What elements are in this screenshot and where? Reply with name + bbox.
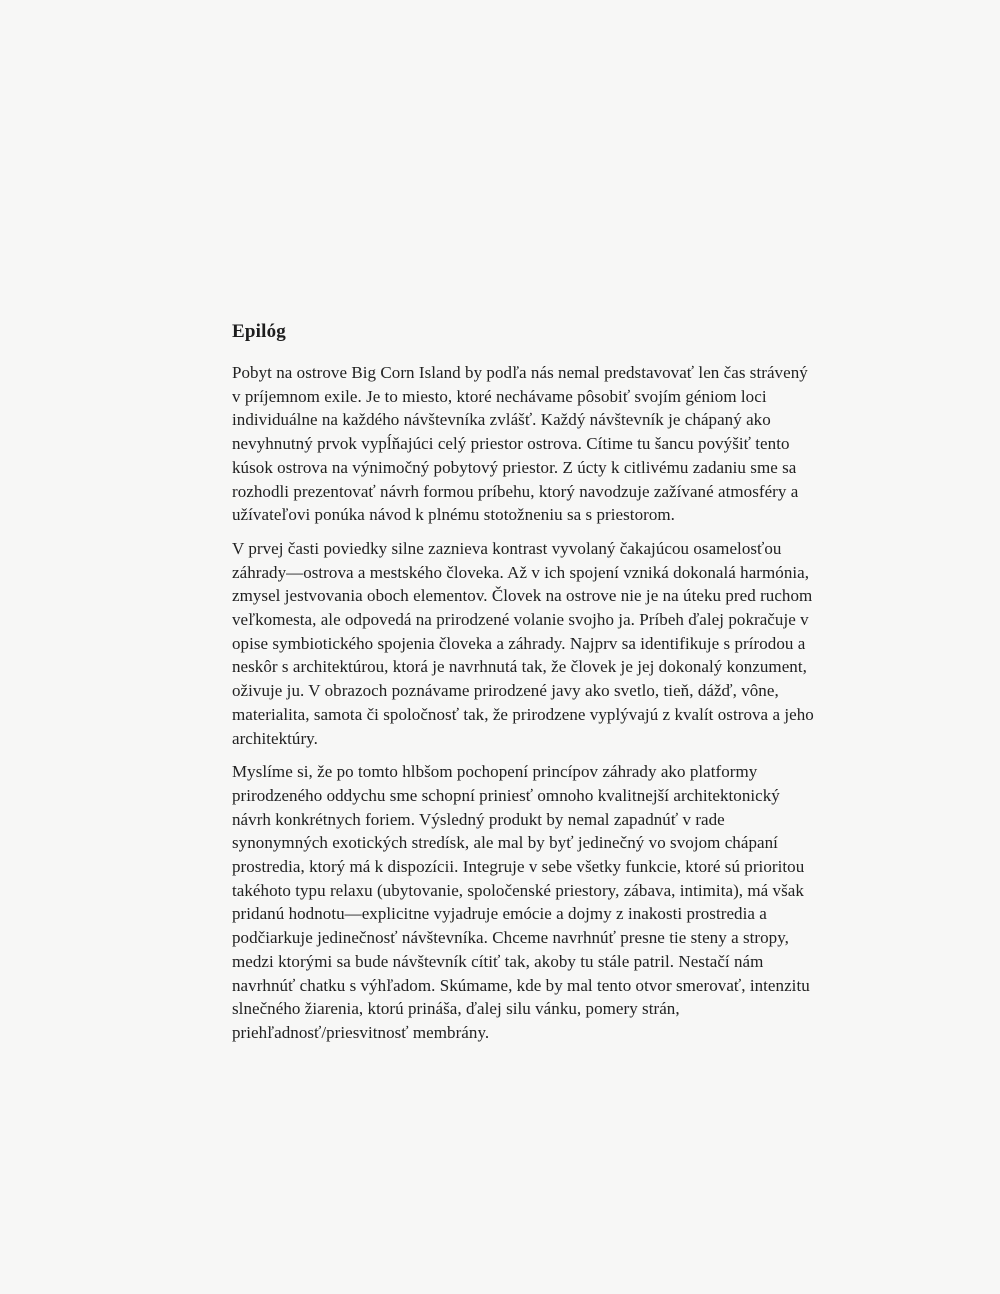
document-page — [232, 320, 820, 1045]
paragraph-3: Myslíme si, že po tomto hlbšom pochopení princípov záhrady ako platformy prirodzeného oddychu sme schopní priniesť omnoho kvalitnejší architektonický návrh konkrétnych foriem. Výsledný produkt by nemal zapadnúť v rade synonymných exotických stredísk, ale mal by byť jedinečný vo svojom chápaní prostredia, ktorý má k dispozícii. Integruje v sebe všetky funkcie, ktoré sú prioritou takéhoto typu relaxu (ubytovanie, spoločenské priestory, zábava, intimita), má však pridanú hodnotu—explicitne vyjadruje emócie a dojmy z inakosti prostredia a podčiarkuje jedinečnosť návštevníka. Chceme navrhnúť presne tie steny a stropy, medzi ktorými sa bude návštevník cítiť tak, akoby tu stále patril. Nestačí nám navrhnúť chatku s výhľadom. Skúmame, kde by mal tento otvor smerovať, intenzitu slnečného žiarenia, ktorú prináša, ďalej silu vánku, pomery strán, priehľadnosť/priesvitnosť membrány. — [232, 762, 810, 1042]
section-heading: Epilóg — [232, 321, 286, 342]
paragraph-1: Pobyt na ostrove Big Corn Island by podľa nás nemal predstavovať len čas strávený v príjemnom exile. Je to miesto, ktoré nechávame pôsobiť svojím géniom loci individuálne na každého návštevníka zvlášť. Každý návštevník je chápaný ako nevyhnutný prvok vypĺňajúci celý priestor ostrova. Cítime tu šancu povýšiť tento kúsok ostrova na výnimočný pobytový priestor. Z úcty k citlivému zadaniu sme sa rozhodli prezentovať návrh formou príbehu, ktorý navodzuje zažívané atmosféry a užívateľovi ponúka návod k plnému stotožneniu sa s priestorom. — [232, 363, 808, 525]
epilogue-section — [232, 320, 820, 1045]
paragraph-2: V prvej časti poviedky silne zaznieva kontrast vyvolaný čakajúcou osamelosťou záhrady—ostrova a mestského človeka. Až v ich spojení vzniká dokonalá harmónia, zmysel jestvovania oboch elementov. Človek na ostrove nie je na úteku pred ruchom veľkomesta, ale odpovedá na prirodzené volanie svojho ja. Príbeh ďalej pokračuje v opise symbiotického spojenia človeka a záhrady. Najprv sa identifikuje s prírodou a neskôr s architektúrou, ktorá je navrhnutá tak, že človek je jej dokonalý konzument, oživuje ju. V obrazoch poznávame prirodzené javy ako svetlo, tieň, dážď, vône, materialita, samota či spoločnosť tak, že prirodzene vyplývajú z kvalít ostrova a jeho architektúry. — [232, 538, 814, 748]
